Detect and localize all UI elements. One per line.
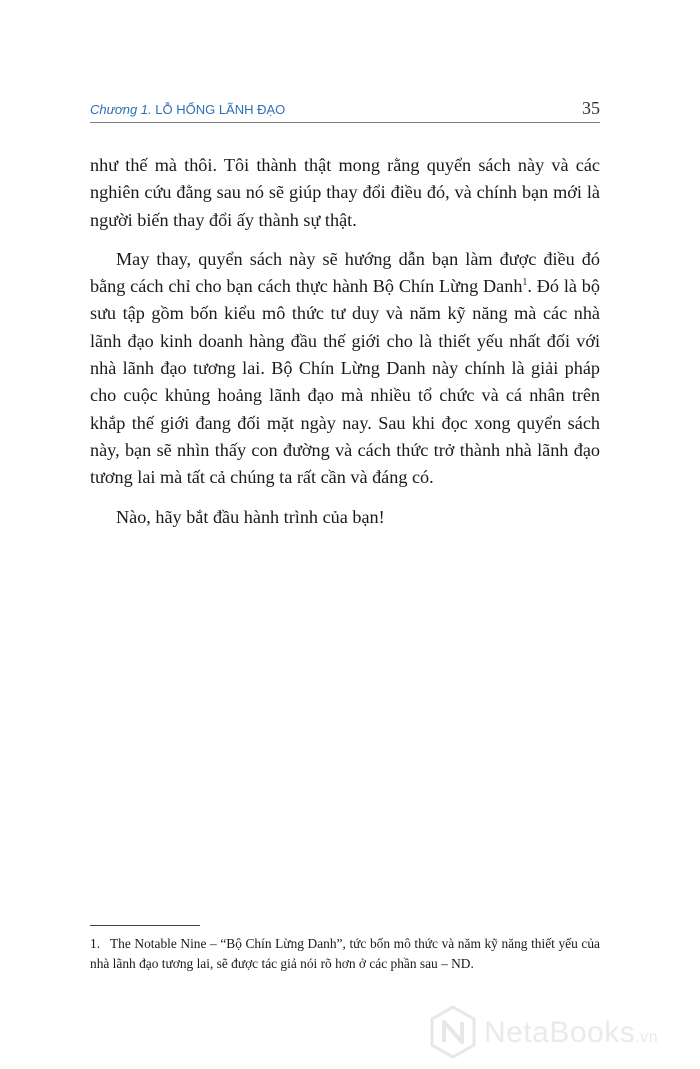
netabooks-logo-icon — [428, 1004, 478, 1060]
paragraph-2-text-end: . Đó là bộ sưu tập gồm bốn kiểu mô thức tư duy và năm kỹ năng mà các nhà lãnh đạo kinh doanh hàng đầu thế giới cho là thiết yếu nhất đối với nhà lãnh đạo tương lai. Bộ Chín Lừng Danh này chính là giải pháp cho cuộc khủng hoảng lãnh đạo mà nhiều tổ chức và cá nhân trên khắp thế giới đang đối mặt ngày nay. Sau khi đọc xong quyển sách này, bạn sẽ nhìn thấy con đường và cách thức trở thành nhà lãnh đạo tương lai mà tất cả chúng ta rất cần và đáng có. — [90, 276, 600, 488]
chapter-label: Chương 1. — [90, 102, 152, 117]
footnote-reference[interactable]: 1 — [522, 277, 528, 289]
footnote-text: The Notable Nine – “Bộ Chín Lừng Danh”, tức bốn mô thức và năm kỹ năng thiết yếu của nhà lãnh đạo tương lai, sẽ được tác giả nói rõ hơn ở các phần sau – ND. — [90, 936, 600, 971]
paragraph-2 — [90, 246, 600, 492]
paragraph-3: Nào, hãy bắt đầu hành trình của bạn! — [116, 506, 385, 527]
watermark-brand: NetaBooks — [484, 1016, 636, 1049]
chapter-title: LỖ HỔNG LÃNH ĐẠO — [155, 102, 286, 117]
watermark-suffix: .vn — [635, 1029, 659, 1046]
paragraph-1: như thế mà thôi. Tôi thành thật mong rằng quyển sách này và các nghiên cứu đằng sau nó sẽ giúp thay đổi điều đó, và chính bạn mới là người biến thay đổi ấy thành sự thật. — [90, 155, 600, 230]
header-divider — [90, 122, 600, 123]
page-body — [90, 152, 600, 543]
footnote-divider — [90, 925, 200, 926]
page-number: 35 — [582, 98, 600, 118]
paragraph-2-text-start: May thay, quyển sách này sẽ hướng dẫn bạn làm được điều đó bằng cách chỉ cho bạn cách thực hành Bộ Chín Lừng Danh — [90, 248, 600, 297]
chapter-heading — [90, 102, 285, 117]
footnote — [90, 934, 600, 974]
watermark-text — [484, 1016, 658, 1050]
watermark — [428, 1004, 690, 1060]
footnote-number: 1. — [90, 936, 101, 951]
running-header — [90, 98, 600, 124]
